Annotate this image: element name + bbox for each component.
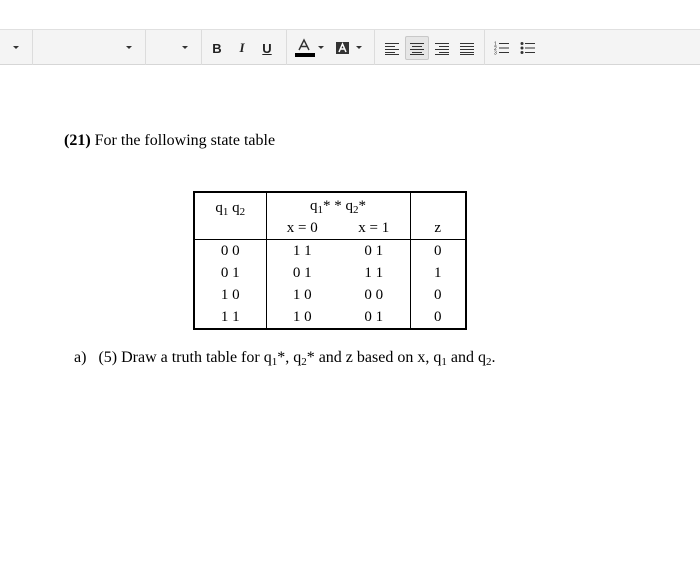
bold-button[interactable] [205, 36, 229, 60]
align-left-icon [384, 42, 400, 55]
svg-text:1: 1 [494, 41, 497, 48]
align-justify-icon [459, 42, 475, 55]
chevron-down-icon [318, 46, 324, 49]
align-center-icon [409, 42, 425, 55]
present-state-header: $q_1$ $q_2$ [194, 192, 266, 240]
chevron-down-icon [356, 46, 362, 49]
align-right-icon [434, 42, 450, 55]
align-left-button[interactable] [380, 36, 404, 60]
formatting-toolbar [0, 29, 700, 65]
x1-header: x = 1 [338, 217, 410, 240]
toolbar-divider [201, 30, 202, 65]
underline-icon: U [262, 40, 272, 56]
underline-button[interactable] [255, 36, 279, 60]
next-state-header: $q_1* * q_2*$ [266, 192, 410, 217]
text-color-button[interactable] [290, 30, 326, 65]
highlight-icon [335, 41, 351, 55]
state-table [193, 191, 467, 330]
highlight-color-button[interactable] [330, 30, 366, 65]
chevron-down-icon [182, 46, 188, 49]
numbered-list-button[interactable] [490, 36, 514, 60]
table-row: 1 0 1 0 0 0 0 [194, 284, 466, 306]
toolbar-divider [374, 30, 375, 65]
part-a-question: a) (5) Draw a truth table for $q_1*$, $q_2*$ and z based on x, $q_1$ and $q_2$. [74, 349, 496, 368]
chevron-down-icon [13, 46, 19, 49]
paragraph-style-dropdown[interactable] [0, 30, 32, 65]
table-row: 1 1 1 0 0 1 0 [194, 306, 466, 329]
bold-icon: B [212, 40, 222, 56]
italic-icon: I [239, 40, 245, 55]
italic-button[interactable] [230, 36, 254, 60]
font-size-dropdown[interactable] [146, 30, 201, 65]
bullet-list-button[interactable] [516, 36, 540, 60]
numbered-list-icon [494, 41, 510, 55]
table-row: 0 1 0 1 1 1 1 [194, 262, 466, 284]
chevron-down-icon [126, 46, 132, 49]
question-text: For the following state table [90, 132, 276, 149]
question-heading [64, 132, 275, 150]
text-color-icon [293, 38, 315, 58]
toolbar-divider [484, 30, 485, 65]
x0-header: x = 0 [266, 217, 338, 240]
font-family-dropdown[interactable] [33, 30, 145, 65]
align-justify-button[interactable] [455, 36, 479, 60]
align-right-button[interactable] [430, 36, 454, 60]
part-a-label: a) [74, 349, 87, 366]
output-header: z [410, 192, 466, 240]
align-center-button[interactable] [405, 36, 429, 60]
svg-text:3: 3 [494, 50, 497, 55]
svg-text:2: 2 [494, 46, 497, 52]
toolbar-divider [286, 30, 287, 65]
table-row: 0 0 1 1 0 1 0 [194, 240, 466, 263]
table-header-row [194, 192, 466, 217]
question-number: (21) [64, 132, 91, 149]
bullet-list-icon [520, 41, 536, 55]
